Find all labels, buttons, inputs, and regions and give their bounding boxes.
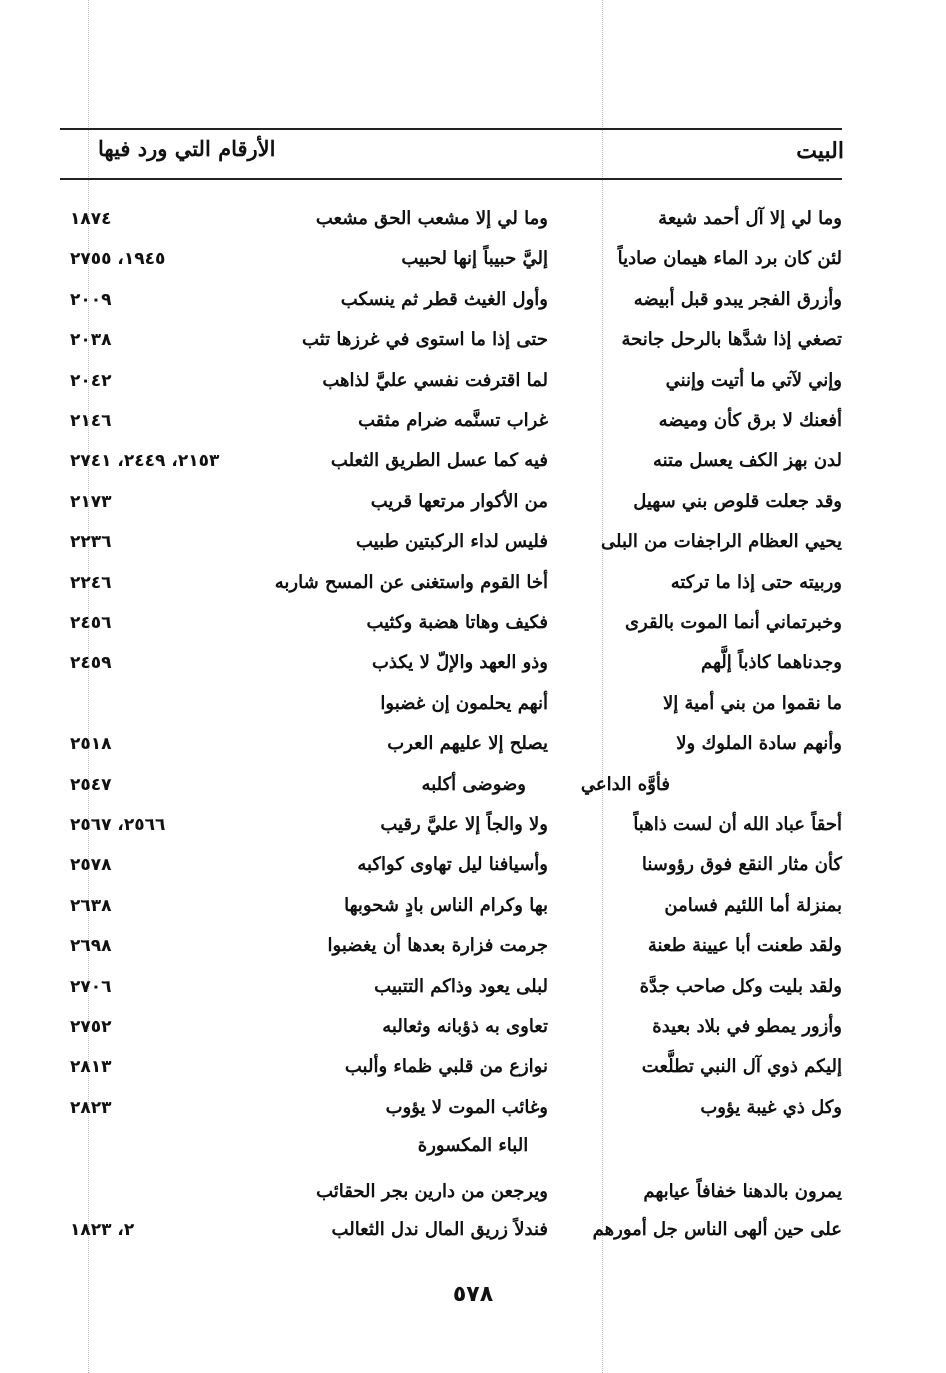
verse-first-hemistich: ولقد طعنت أبا عيينة طعنة (647, 935, 842, 957)
verse-row (0, 328, 946, 366)
verse-second-hemistich: فندلاً زريق المال ندل الثعالب (331, 1219, 548, 1240)
verse-row (0, 571, 946, 609)
verse-first-hemistich: لئن كان برد الماء هيمان صادياً (617, 248, 842, 270)
verse-second-hemistich: وما لي إلا مشعب الحق مشعب (315, 208, 548, 229)
verse-first-hemistich: لدن بهز الكف يعسل متنه (652, 450, 842, 472)
verse-references: ٢١٧٣ (70, 491, 112, 512)
verse-row (0, 288, 946, 326)
verse-second-hemistich: لبلى يعود وذاكم التتبيب (374, 975, 548, 997)
verse-first-hemistich: يحيي العظام الراجفات من البلى (601, 531, 842, 553)
verse-references: ٢١٤٦ (70, 411, 112, 431)
verse-row (0, 975, 946, 1013)
verse-row (0, 207, 946, 245)
verse-references: ٢٤٥٦ (70, 613, 112, 633)
verse-row (0, 732, 946, 770)
verse-first-hemistich: وأزرق الفجر يبدو قبل أبيضه (633, 288, 842, 310)
verse-first-hemistich: وأنهم سادة الملوك ولا (676, 733, 842, 755)
verse-row (0, 773, 946, 811)
verse-second-hemistich: وغائب الموت لا يؤوب (385, 1096, 548, 1118)
verse-first-hemistich: وقد جعلت قلوص بني سهيل (633, 490, 842, 512)
verse-row (0, 1096, 946, 1134)
verse-references: ٢٧٥٢ (70, 1017, 112, 1037)
verse-first-hemistich: بمنزلة أما اللئيم فسامن (664, 894, 842, 916)
verse-references: ٢٠٤٢ (70, 370, 112, 391)
verse-second-hemistich: ويرجعن من دارين بجر الحقائب (316, 1181, 548, 1202)
verse-references: ٢٦٣٨ (70, 895, 112, 916)
verse-first-hemistich: ولقد بليت وكل صاحب جدَّة (639, 975, 842, 997)
header-verse-label: البيت (796, 138, 844, 164)
verse-second-hemistich: فليس لداء الركبتين طبيب (356, 531, 548, 553)
verse-references: ١٩٤٥، ٢٧٥٥ (70, 249, 166, 270)
verse-first-hemistich: أفعنك لا برق كأن وميضه (658, 410, 842, 431)
verse-first-hemistich: وإني لآتي ما أتيت وإنني (665, 369, 842, 391)
verse-second-hemistich: من الأكوار مرتعها قريب (370, 490, 548, 512)
verse-references: ١٨٧٤ (70, 209, 112, 229)
verse-row (0, 894, 946, 932)
verse-references: ٢٢٣٦ (70, 532, 112, 553)
section-title: الباء المكسورة (417, 1135, 529, 1156)
verse-first-hemistich: وكل ذي غيبة يؤوب (700, 1096, 842, 1118)
verse-references: ٢٨٢٣ (70, 1097, 112, 1118)
verse-references: ٢٥٧٨ (70, 855, 112, 876)
verse-row (0, 490, 946, 528)
verse-second-hemistich: إليَّ حبيباً إنها لحبيب (401, 248, 548, 270)
verse-row (0, 934, 946, 972)
verse-row (0, 247, 946, 285)
header-bottom-rule (60, 178, 842, 180)
verse-references: ٢٤٥٩ (70, 653, 112, 674)
verse-second-hemistich: فكيف وهاتا هضبة وكثيب (366, 612, 548, 633)
verse-second-hemistich: فيه كما عسل الطريق الثعلب (330, 450, 548, 472)
verse-second-hemistich: وأول الغيث قطر ثم ينسكب (340, 288, 548, 310)
verse-second-hemistich: وأسيافنا ليل تهاوى كواكبه (357, 854, 548, 876)
verse-first-hemistich: تصغي إذا شدَّها بالرحل جانحة (621, 329, 842, 351)
verse-first-hemistich: إليكم ذوي آل النبي تطلَّعت (641, 1056, 842, 1078)
verse-second-hemistich: غراب تسنَّمه ضرام مثقب (358, 410, 548, 431)
verse-row (0, 692, 946, 730)
verse-row (0, 449, 946, 487)
verse-row (0, 409, 946, 447)
verse-references: ٢٢٤٦ (70, 572, 112, 593)
special-second-part: وضوضى أكلبه (421, 773, 526, 795)
verse-second-hemistich: ولا والجاً إلا عليَّ رقيب (380, 814, 548, 835)
verse-row (0, 1218, 946, 1256)
verse-row (0, 651, 946, 689)
verse-second-hemistich: أنهم يحلمون إن غضبوا (380, 692, 548, 714)
page-number: ٥٧٨ (452, 1282, 494, 1307)
verse-second-hemistich: يصلح إلا عليهم العرب (387, 733, 548, 755)
verse-second-hemistich: لما اقترفت نفسي عليَّ لذاهب (322, 369, 548, 391)
verse-references: ٢٧٠٦ (70, 976, 112, 997)
verse-references: ٢، ١٨٢٣ (70, 1220, 135, 1240)
verse-second-hemistich: جرمت فزارة بعدها أن يغضبوا (327, 935, 548, 957)
verse-row (0, 369, 946, 407)
verse-references: ٢٠٣٨ (70, 330, 112, 351)
verse-row (0, 853, 946, 891)
verse-references: ٢٥٤٧ (70, 774, 112, 795)
verse-second-hemistich: بها وكرام الناس بادٍ شحوبها (344, 894, 548, 916)
verse-first-hemistich: كأن مثار النقع فوق رؤوسنا (641, 854, 842, 876)
verse-references: ٢٦٩٨ (70, 936, 112, 957)
special-first-part: فأوَّه الداعي (580, 773, 670, 795)
verse-row (0, 1180, 946, 1218)
verse-references: ٢٨١٣ (70, 1057, 112, 1078)
verse-row (0, 1015, 946, 1053)
verse-row (0, 813, 946, 851)
verse-references: ٢١٥٣، ٢٤٤٩، ٢٧٤١ (70, 451, 220, 472)
verse-second-hemistich: أخا القوم واستغنى عن المسح شاربه (274, 571, 548, 593)
verse-first-hemistich: وما لي إلا آل أحمد شيعة (658, 208, 842, 229)
verse-row (0, 530, 946, 568)
verse-row (0, 1055, 946, 1093)
header-top-rule (60, 128, 842, 130)
verse-second-hemistich: نوازع من قلبي ظماء وألبب (344, 1056, 548, 1078)
verse-first-hemistich: أحقاً عباد الله أن لست ذاهباً (633, 814, 842, 835)
verse-first-hemistich: وجدناهما كاذباً إلَّهم (700, 652, 842, 674)
verse-second-hemistich: وذو العهد والإلّ لا يكذب (371, 652, 548, 674)
verse-row (0, 611, 946, 649)
verse-first-hemistich: وربيته حتى إذا ما تركته (670, 571, 842, 593)
verse-second-hemistich: حتى إذا ما استوى في غرزها تثب (302, 329, 548, 351)
header-refs-label: الأرقام التي ورد فيها (98, 136, 276, 161)
verse-second-hemistich: تعاوى به ذؤبانه وثعالبه (382, 1016, 548, 1037)
verse-references: ٢٠٠٩ (70, 289, 112, 310)
verse-references: ٢٥٦٦، ٢٥٦٧ (70, 815, 166, 835)
verse-first-hemistich: يمرون بالدهنا خفافاً عيابهم (643, 1181, 842, 1202)
verse-first-hemistich: وأزور يمطو في بلاد بعيدة (652, 1016, 842, 1037)
verse-references: ٢٥١٨ (70, 734, 112, 755)
verse-first-hemistich: وخبرتماني أنما الموت بالقرى (624, 612, 842, 633)
verse-first-hemistich: ما نقموا من بني أمية إلا (662, 692, 842, 714)
verse-first-hemistich: على حين ألهى الناس جل أمورهم (592, 1219, 842, 1240)
